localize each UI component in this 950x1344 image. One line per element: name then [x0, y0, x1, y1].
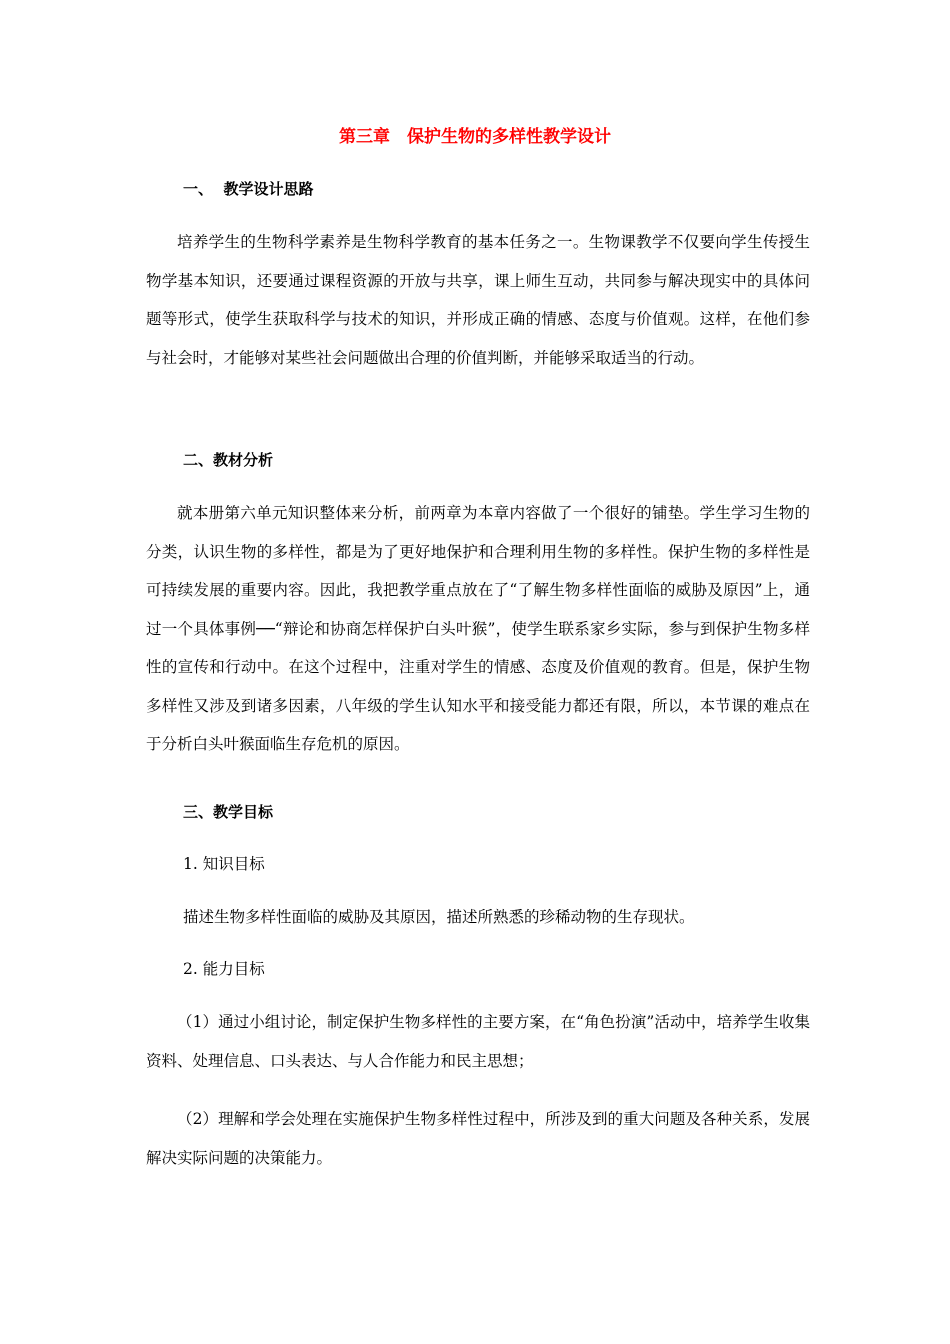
- section-heading-textbook-analysis: 二、教材分析: [183, 451, 274, 469]
- paragraph-ability-goal-2: （2）理解和学会处理在实施保护生物多样性过程中，所涉及到的重大问题及各种关系，发展解决实际问题的决策能力。: [146, 1110, 810, 1167]
- paragraph-textbook-analysis: 就本册第六单元知识整体来分析，前两章为本章内容做了一个很好的铺垫。学生学习生物的分类，认识生物的多样性，都是为了更好地保护和合理利用生物的多样性。保护生物的多样性是可持续发展的重要内容。因此，我把教学重点放在了“了解生物多样性面临的威胁及原因”上，通过一个具体事例──“辩论和协商怎样保护白头叶猴”，使学生联系家乡实际，参与到保护生物多样性的宣传和行动中。在这个过程中，注重对学生的情感、态度及价值观的教育。但是，保护生物多样性又涉及到诸多因素，八年级的学生认知水平和接受能力都还有限，所以，本节课的难点在于分析白头叶猴面临生存危机的原因。: [146, 504, 810, 753]
- paragraph-knowledge-goal: 描述生物多样性面临的威胁及其原因，描述所熟悉的珍稀动物的生存现状。: [183, 908, 695, 926]
- section-heading-design-ideas: 一、 教学设计思路: [183, 180, 314, 198]
- subheading-ability-goal: 2. 能力目标: [183, 960, 265, 978]
- subheading-knowledge-goal: 1. 知识目标: [183, 855, 265, 873]
- paragraph-ability-goal-1: （1）通过小组讨论，制定保护生物多样性的主要方案，在“角色扮演”活动中，培养学生收集资料、处理信息、口头表达、与人合作能力和民主思想；: [146, 1013, 810, 1070]
- document-title: 第三章 保护生物的多样性教学设计: [339, 127, 611, 147]
- section-heading-teaching-goals: 三、教学目标: [183, 803, 274, 821]
- paragraph-design-ideas: 培养学生的生物科学素养是生物科学教育的基本任务之一。生物课教学不仅要向学生传授生物学基本知识，还要通过课程资源的开放与共享，课上师生互动，共同参与解决现实中的具体问题等形式，使学生获取科学与技术的知识，并形成正确的情感、态度与价值观。这样，在他们参与社会时，才能够对某些社会问题做出合理的价值判断，并能够采取适当的行动。: [146, 233, 810, 367]
